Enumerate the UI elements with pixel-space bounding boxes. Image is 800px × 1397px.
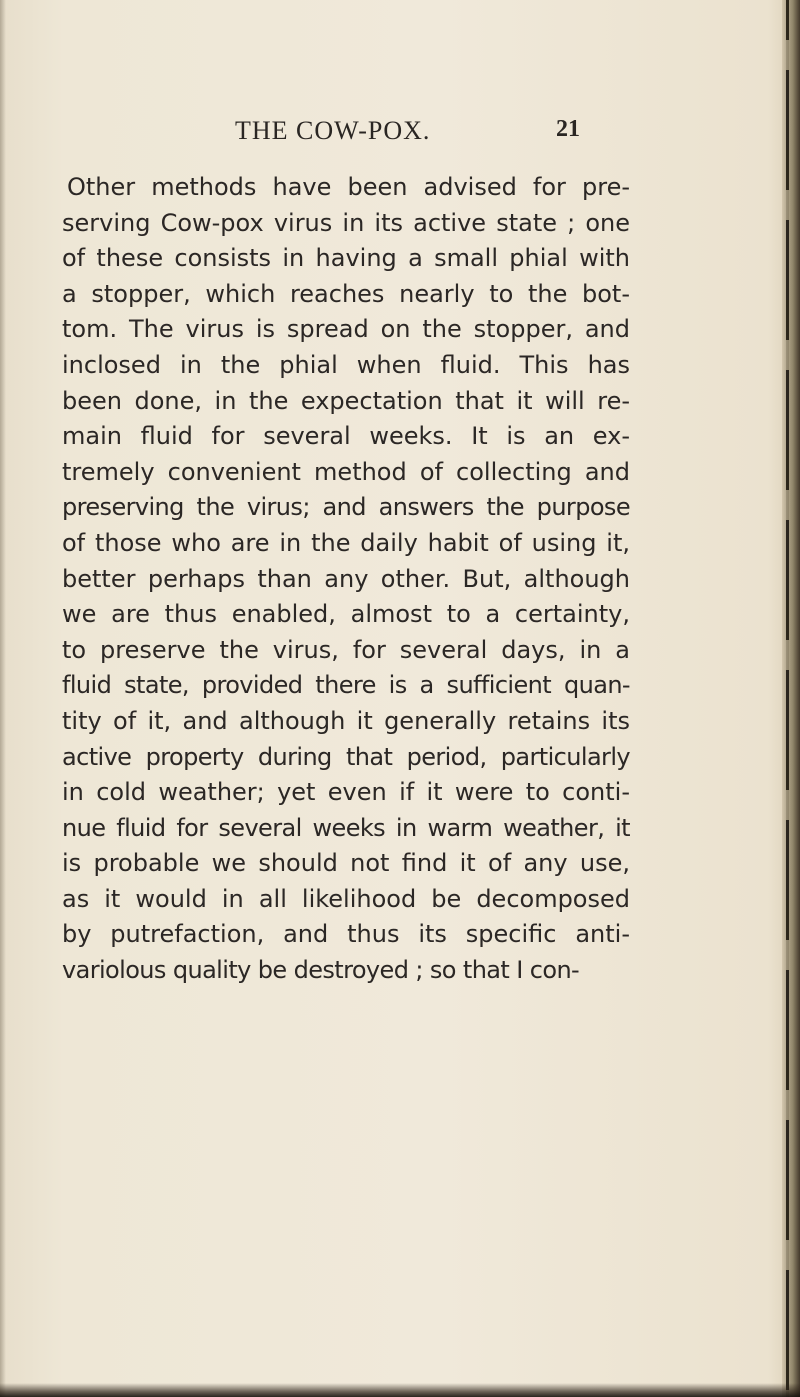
text-line: tity of it, and although it generally retains its [62,706,630,735]
text-line: active property during that period, particularly [62,742,630,771]
page-number: 21 [556,116,580,142]
page-bottom-shadow [0,1383,800,1397]
text-line: serving Cow-pox virus in its active state ; one [62,208,630,237]
text-line: fluid state, provided there is a sufficient quan- [62,671,630,700]
text-line: a stopper, which reaches nearly to the bot- [62,279,630,308]
running-title: THE COW-POX. [235,116,431,145]
text-line: main fluid for several weeks. It is an ex- [62,422,630,451]
text-line: nue fluid for several weeks in warm weather, it [62,813,630,842]
text-line: Other methods have been advised for pre- [67,173,630,201]
text-line: as it would in all likelihood be decomposed [62,884,630,913]
text-line: been done, in the expectation that it will re- [62,386,630,415]
body-paragraph [62,170,630,989]
text-line: tom. The virus is spread on the stopper, and [62,315,630,344]
page-left-shadow [0,0,6,1397]
text-line: tremely convenient method of collecting and [62,457,630,486]
text-line: of these consists in having a small phial with [62,244,630,273]
text-line: of those who are in the daily habit of using it, [62,528,630,557]
text-line: better perhaps than any other. But, although [62,564,630,593]
text-line: is probable we should not find it of any use, [62,849,630,878]
text-line: in cold weather; yet even if it were to conti- [62,778,630,807]
text-line: we are thus enabled, almost to a certainty, [62,600,630,629]
page-binding-edge [782,0,800,1397]
text-line: to preserve the virus, for several days, in a [62,635,630,664]
text-line: inclosed in the phial when fluid. This has [62,350,630,379]
text-line: variolous quality be destroyed ; so that I con- [62,956,580,985]
text-line: preserving the virus; and answers the purpose [62,493,630,522]
text-line: by putrefaction, and thus its specific anti- [62,920,630,949]
